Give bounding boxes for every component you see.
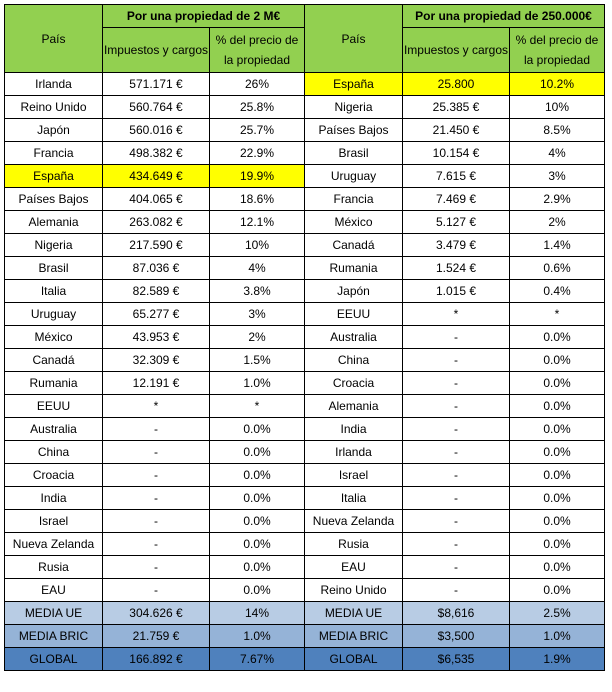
summary-row [5,648,605,671]
table-row [5,464,605,487]
country-cell-a: Japón [5,119,103,142]
tax-cell-b: $6,535 [403,648,510,671]
table-row [5,395,605,418]
pct-cell-a: 12.1% [210,211,305,234]
tax-cell-a: 12.191 € [103,372,210,395]
tax-cell-a: 498.382 € [103,142,210,165]
pct-cell-a: 0.0% [210,579,305,602]
country-cell-a: Nigeria [5,234,103,257]
group-header-2m: Por una propiedad de 2 M€ [103,5,305,28]
country-cell-b: EEUU [305,303,403,326]
summary-row [5,602,605,625]
tax-cell-b: - [403,326,510,349]
table-header [5,5,605,73]
tax-cell-a: 404.065 € [103,188,210,211]
tax-cell-a: 21.759 € [103,625,210,648]
country-cell-b: MEDIA BRIC [305,625,403,648]
table-row [5,326,605,349]
pct-cell-b: 0.0% [510,441,605,464]
tax-cell-a: 571.171 € [103,73,210,96]
pct-cell-a: 26% [210,73,305,96]
table-row [5,280,605,303]
country-cell-a: Países Bajos [5,188,103,211]
country-cell-a: México [5,326,103,349]
tax-cell-b: 25.800 [403,73,510,96]
country-cell-b: Croacia [305,372,403,395]
country-cell-a: Rumania [5,372,103,395]
country-cell-a: Israel [5,510,103,533]
tax-cell-b: 7.469 € [403,188,510,211]
tax-cell-a: - [103,533,210,556]
tax-cell-b: - [403,372,510,395]
country-cell-b: Reino Unido [305,579,403,602]
pct-cell-b: 1.9% [510,648,605,671]
tax-cell-b: $8,616 [403,602,510,625]
pct-cell-b: 0.6% [510,257,605,280]
country-cell-a: Nueva Zelanda [5,533,103,556]
tax-cell-b: $3,500 [403,625,510,648]
pct-cell-a: 19.9% [210,165,305,188]
tax-cell-a: - [103,464,210,487]
pct-cell-a: 25.7% [210,119,305,142]
country-cell-b: Alemania [305,395,403,418]
table-row [5,119,605,142]
table-row [5,234,605,257]
table-row [5,372,605,395]
pct-cell-b: 0.0% [510,556,605,579]
tax-cell-b: 1.015 € [403,280,510,303]
pct-cell-a: 1.0% [210,372,305,395]
country-cell-a: Alemania [5,211,103,234]
pct-cell-b: 3% [510,165,605,188]
table-body [5,73,605,671]
country-cell-a: MEDIA BRIC [5,625,103,648]
country-cell-b: Rumania [305,257,403,280]
country-cell-b: Brasil [305,142,403,165]
country-cell-b: Francia [305,188,403,211]
country-cell-b: Australia [305,326,403,349]
tax-cell-b: - [403,510,510,533]
country-cell-b: China [305,349,403,372]
pct-cell-a: 18.6% [210,188,305,211]
tax-cell-a: 166.892 € [103,648,210,671]
country-cell-a: China [5,441,103,464]
tax-cell-a: - [103,510,210,533]
tax-cell-a: 32.309 € [103,349,210,372]
pct-cell-b: 10.2% [510,73,605,96]
country-cell-a: Irlanda [5,73,103,96]
tax-cell-b: - [403,579,510,602]
country-cell-a: Reino Unido [5,96,103,119]
tax-cell-a: 560.016 € [103,119,210,142]
pct-cell-b: 2% [510,211,605,234]
country-cell-a: Australia [5,418,103,441]
country-cell-a: Rusia [5,556,103,579]
tax-cell-b: - [403,556,510,579]
table-row [5,556,605,579]
table-row [5,188,605,211]
pct-cell-a: 3.8% [210,280,305,303]
pct-cell-a: 0.0% [210,418,305,441]
tax-cell-b: * [403,303,510,326]
country-header-b: País [305,5,403,73]
pct-cell-a: 0.0% [210,533,305,556]
pct-cell-a: 10% [210,234,305,257]
pct-cell-a: 0.0% [210,510,305,533]
pct-cell-b: 4% [510,142,605,165]
table-row [5,165,605,188]
tax-cell-a: * [103,395,210,418]
tax-cell-a: 434.649 € [103,165,210,188]
pct-cell-b: 1.4% [510,234,605,257]
country-cell-b: Irlanda [305,441,403,464]
country-cell-a: Italia [5,280,103,303]
country-cell-b: Italia [305,487,403,510]
tax-cell-a: 82.589 € [103,280,210,303]
pct-cell-a: 2% [210,326,305,349]
tax-cell-a: - [103,579,210,602]
pct-cell-b: 10% [510,96,605,119]
pct-cell-a: 25.8% [210,96,305,119]
country-cell-a: EAU [5,579,103,602]
pct-cell-b: 0.0% [510,533,605,556]
tax-cell-b: 1.524 € [403,257,510,280]
tax-cell-b: 25.385 € [403,96,510,119]
country-cell-b: GLOBAL [305,648,403,671]
tax-cell-a: 263.082 € [103,211,210,234]
tax-comparison-table-container [4,4,605,671]
tax-cell-b: - [403,418,510,441]
table-row [5,211,605,234]
pct-cell-b: 0.0% [510,326,605,349]
tax-cell-a: 87.036 € [103,257,210,280]
tax-cell-b: - [403,349,510,372]
table-row [5,257,605,280]
pct-cell-b: * [510,303,605,326]
pct-cell-a: 4% [210,257,305,280]
pct-cell-b: 0.0% [510,349,605,372]
country-cell-b: Japón [305,280,403,303]
tax-header-b: Impuestos y cargos [403,28,510,73]
pct-cell-b: 2.9% [510,188,605,211]
pct-header-b: % del precio de la propiedad [510,28,605,73]
table-row [5,510,605,533]
tax-cell-b: - [403,441,510,464]
country-cell-b: Nueva Zelanda [305,510,403,533]
table-row [5,142,605,165]
country-cell-a: Brasil [5,257,103,280]
country-cell-a: EEUU [5,395,103,418]
pct-cell-b: 0.0% [510,510,605,533]
tax-cell-a: - [103,441,210,464]
tax-cell-b: - [403,487,510,510]
country-cell-b: Uruguay [305,165,403,188]
tax-cell-a: 65.277 € [103,303,210,326]
country-cell-b: EAU [305,556,403,579]
country-cell-a: Canadá [5,349,103,372]
tax-cell-b: - [403,533,510,556]
country-cell-a: MEDIA UE [5,602,103,625]
tax-cell-a: - [103,487,210,510]
pct-cell-b: 0.0% [510,418,605,441]
table-row [5,303,605,326]
tax-comparison-table [4,4,605,671]
country-cell-b: MEDIA UE [305,602,403,625]
table-row [5,579,605,602]
country-cell-b: Países Bajos [305,119,403,142]
table-row [5,96,605,119]
country-cell-a: India [5,487,103,510]
tax-cell-a: - [103,556,210,579]
country-cell-b: México [305,211,403,234]
pct-cell-b: 0.0% [510,579,605,602]
table-row [5,533,605,556]
pct-cell-a: 1.5% [210,349,305,372]
country-header-a: País [5,5,103,73]
pct-cell-b: 8.5% [510,119,605,142]
country-cell-b: Canadá [305,234,403,257]
tax-cell-a: 560.764 € [103,96,210,119]
tax-cell-b: 10.154 € [403,142,510,165]
country-cell-b: España [305,73,403,96]
country-cell-a: GLOBAL [5,648,103,671]
country-cell-b: India [305,418,403,441]
pct-cell-b: 0.0% [510,464,605,487]
country-cell-a: Francia [5,142,103,165]
pct-cell-b: 0.0% [510,487,605,510]
country-cell-b: Nigeria [305,96,403,119]
pct-cell-b: 0.4% [510,280,605,303]
table-row [5,349,605,372]
tax-cell-a: 304.626 € [103,602,210,625]
tax-cell-a: 217.590 € [103,234,210,257]
country-cell-a: Croacia [5,464,103,487]
pct-cell-a: 14% [210,602,305,625]
pct-header-a: % del precio de la propiedad [210,28,305,73]
tax-cell-a: 43.953 € [103,326,210,349]
pct-cell-a: 0.0% [210,487,305,510]
summary-row [5,625,605,648]
tax-cell-b: 21.450 € [403,119,510,142]
country-cell-b: Rusia [305,533,403,556]
tax-cell-b: - [403,464,510,487]
group-header-250k: Por una propiedad de 250.000€ [403,5,605,28]
table-row [5,418,605,441]
tax-cell-b: 7.615 € [403,165,510,188]
table-row [5,73,605,96]
pct-cell-b: 0.0% [510,372,605,395]
tax-cell-b: 5.127 € [403,211,510,234]
pct-cell-b: 1.0% [510,625,605,648]
pct-cell-a: 22.9% [210,142,305,165]
pct-cell-a: 0.0% [210,441,305,464]
tax-cell-a: - [103,418,210,441]
pct-cell-a: * [210,395,305,418]
pct-cell-a: 0.0% [210,464,305,487]
pct-cell-a: 7.67% [210,648,305,671]
table-row [5,441,605,464]
pct-cell-b: 0.0% [510,395,605,418]
tax-header-a: Impuestos y cargos [103,28,210,73]
country-cell-a: España [5,165,103,188]
pct-cell-a: 0.0% [210,556,305,579]
country-cell-b: Israel [305,464,403,487]
country-cell-a: Uruguay [5,303,103,326]
tax-cell-b: - [403,395,510,418]
tax-cell-b: 3.479 € [403,234,510,257]
pct-cell-b: 2.5% [510,602,605,625]
table-row [5,487,605,510]
pct-cell-a: 3% [210,303,305,326]
pct-cell-a: 1.0% [210,625,305,648]
